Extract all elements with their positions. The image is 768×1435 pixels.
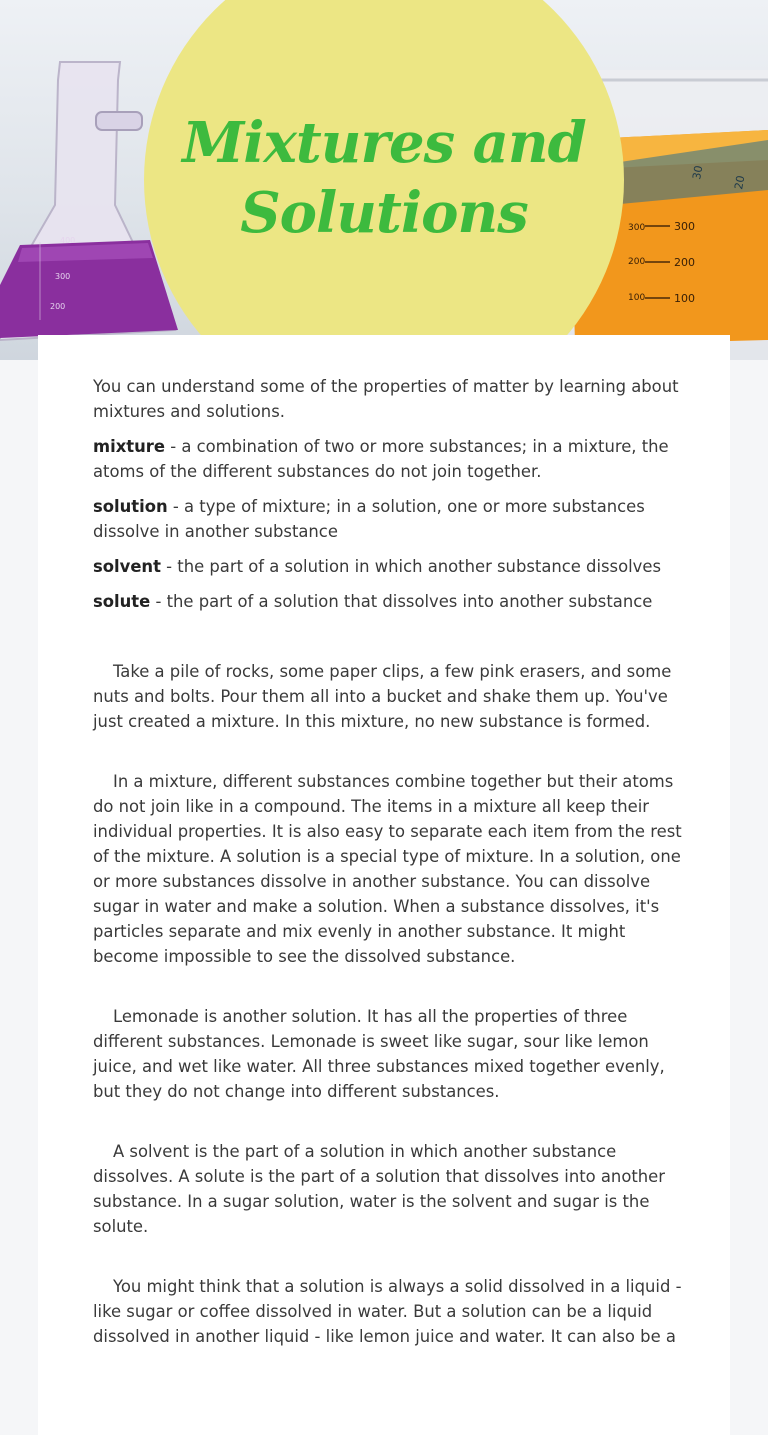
intro-text: You can understand some of the properties of matter by learning about mixtures and solutions.	[93, 377, 679, 421]
beaker-mark: 400	[60, 236, 76, 245]
beaker-mark: 300	[674, 220, 695, 233]
definition-term: mixture	[93, 437, 165, 456]
body-paragraph: Take a pile of rocks, some paper clips, a few pink erasers, and some nuts and bolts. Pour them all into a bucket and shake them up. You've just created a mixture. In this mixture, no new substance is formed.	[93, 662, 672, 731]
definition-solvent	[93, 554, 683, 579]
beaker-mark: 100	[674, 292, 695, 305]
cylinder-mark: 30	[690, 164, 706, 181]
beaker-mark: 200	[674, 256, 695, 269]
definition-text: - the part of a solution in which another substance dissolves	[160, 557, 661, 576]
definition-text: - the part of a solution that dissolves into another substance	[150, 592, 653, 611]
beaker-mark: 200	[628, 257, 646, 267]
definition-term: solute	[93, 592, 151, 611]
article-body	[93, 374, 683, 1349]
beaker-mark: 100	[628, 293, 646, 303]
beaker-mark: 300	[55, 272, 71, 281]
body-paragraph: Lemonade is another solution. It has all the properties of three different substances. Lemonade is sweet like sugar, sour like lemon juice, and wet like water. All three substances mixed together evenly, but they do not change into different substances.	[93, 1007, 665, 1101]
definition-term: solution	[93, 497, 168, 516]
beaker-mark: 300	[628, 223, 646, 233]
page-title	[144, 108, 624, 248]
cylinder-mark: 20	[732, 174, 748, 191]
definition-solution	[93, 494, 683, 544]
body-paragraph: A solvent is the part of a solution in which another substance dissolves. A solute is the part of a solution that dissolves into another substance. In a sugar solution, water is the solvent and sugar is the solute.	[93, 1142, 665, 1236]
page-title-line-2: Solutions	[240, 180, 528, 246]
definition-mixture	[93, 434, 683, 484]
definition-solute	[93, 589, 683, 614]
definition-text: - a combination of two or more substances; in a mixture, the atoms of the different substances do not join together.	[93, 437, 669, 481]
body-paragraph: In a mixture, different substances combine together but their atoms do not join like in a compound. The items in a mixture all keep their individual properties. It is also easy to separate each item from the rest of the mixture. A solution is a special type of mixture. In a solution, one or more substances dissolve in another substance. You can dissolve sugar in water and make a solution. When a substance dissolves, it's particles separate and mix evenly in another substance. It might become impossible to see the dissolved substance.	[93, 772, 682, 966]
page-title-line-1: Mixtures and	[182, 110, 586, 176]
definition-term: solvent	[93, 557, 161, 576]
body-paragraph: You might think that a solution is always a solid dissolved in a liquid - like sugar or coffee dissolved in water. But a solution can be a liquid dissolved in another liquid - like lemon juice and water. It can also be a	[93, 1277, 682, 1346]
beaker-mark: 200	[50, 302, 66, 311]
header-banner	[0, 0, 768, 360]
definition-text: - a type of mixture; in a solution, one or more substances dissolve in another substance	[93, 497, 645, 541]
